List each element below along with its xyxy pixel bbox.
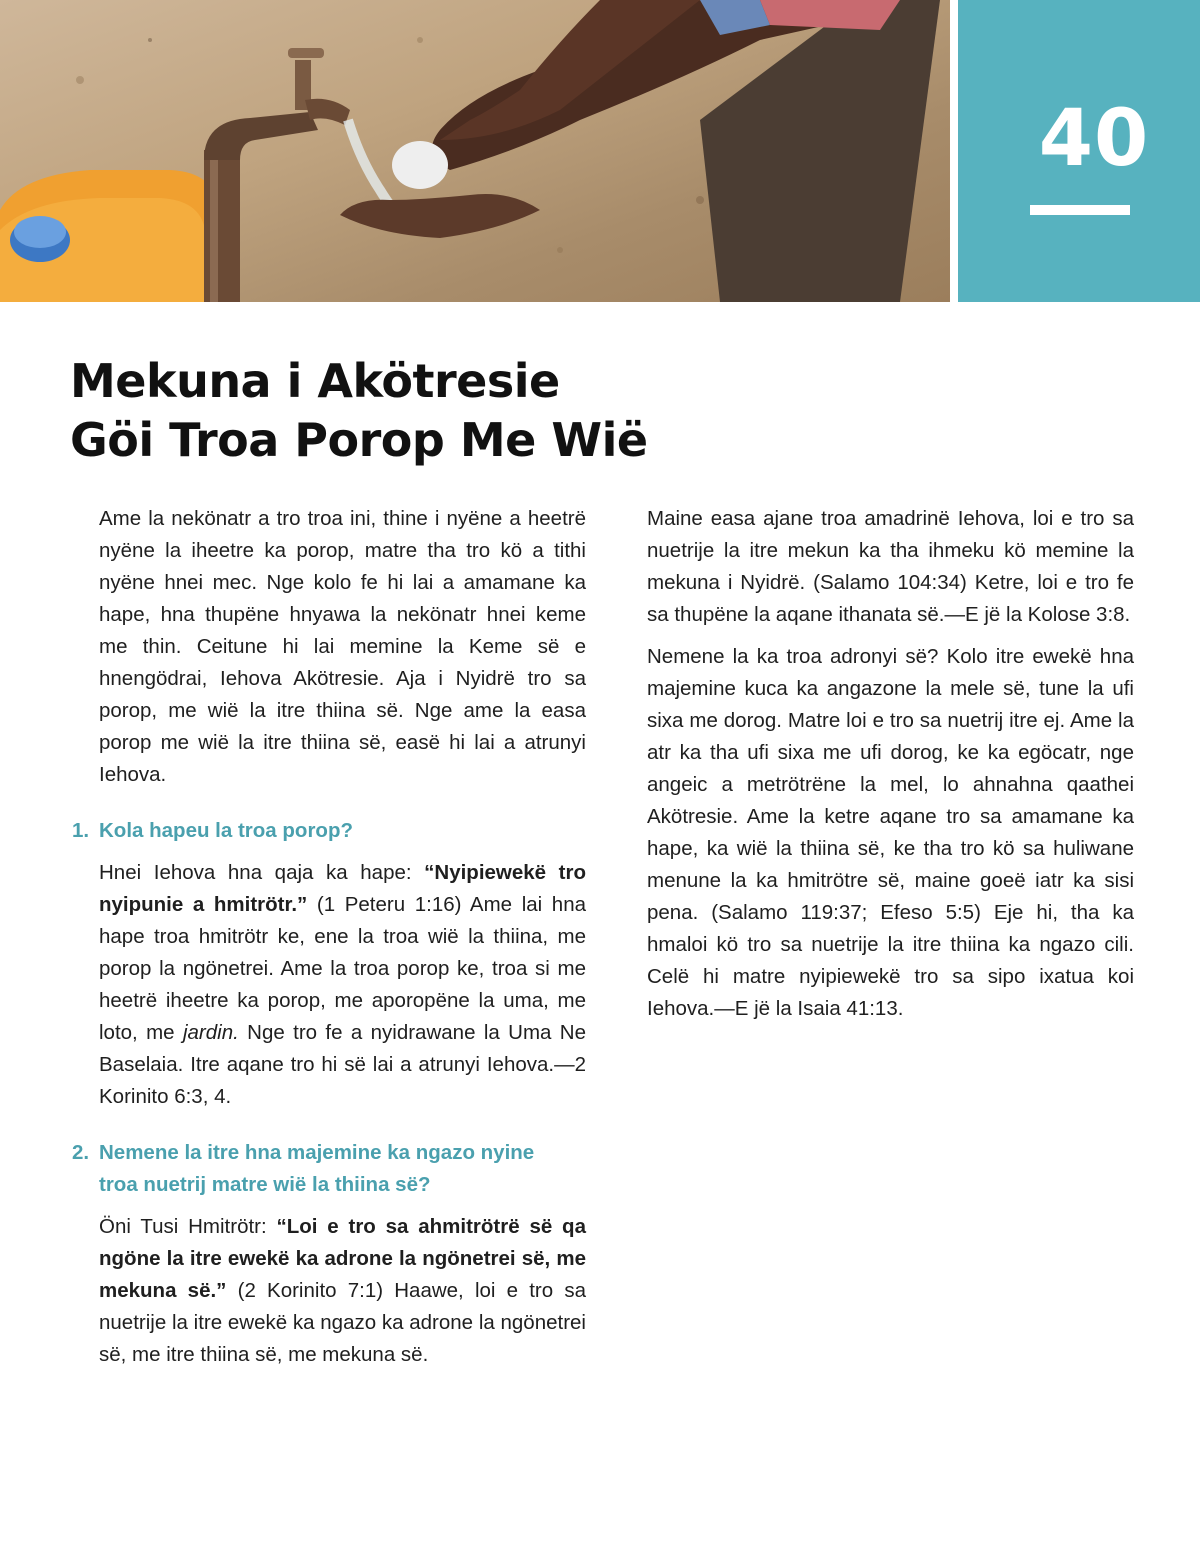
lesson-number-panel: [958, 0, 1200, 302]
answer-1-mid: (1 Peteru 1:16) Ame lai hna hape troa hmitrötr ke, ene la troa wië la thiina, me porop la ngönetrei. Ame la troa porop ke, troa si me heetrë iheetre ka porop, me aporopëne la uma, me loto, me: [99, 893, 587, 1044]
page-title: [70, 352, 770, 470]
left-column: [72, 503, 587, 1381]
answer-1-paragraph: [99, 857, 586, 1113]
answer-2-paragraph: [99, 1211, 586, 1371]
lesson-number: 40: [1038, 94, 1150, 184]
answer-1-end: Nge tro fe a nyidrawane la Uma Ne Baselaia. Itre aqane tro hi së lai a atrunyi Iehova.—2 Korinito 6:3, 4.: [99, 1021, 586, 1108]
right-column: [647, 503, 1134, 1035]
question-1-text: Kola hapeu la troa porop?: [99, 819, 353, 842]
question-2: [72, 1137, 586, 1201]
intro-paragraph: Ame la nekönatr a tro troa ini, thine i nyëne a heetrë nyëne la iheetre ka porop, matre tha tro kö a tithi nyëne hnei mec. Nge kolo fe hi lai a amamane ka hape, hna thupëne hnyawa la nekönatr hnei keme me thin. Ceitune hi lai memine la Keme së e hnengödrai, Iehova Akötresie. Aja i Nyidrë tro sa porop, me wië la itre thiina së. Nge ame la easa porop me wië la itre thiina së, easë hi lai a atrunyi Iehova.: [99, 507, 586, 786]
handwashing-photo: [0, 0, 950, 302]
question-2-line-1: Nemene la itre hna majemine ka ngazo nyine: [99, 1141, 535, 1164]
header-photo: [0, 0, 950, 302]
question-1-number: 1.: [72, 819, 90, 842]
lesson-number-underline: [1030, 205, 1130, 215]
right-paragraph-1: Maine easa ajane troa amadrinë Iehova, loi e tro sa nuetrije la itre mekun ka tha ihmeku kö memine la mekuna i Nyidrë. (Salamo 104:34) Ketre, loi e tro fe sa thupëne la aqane ithanata së.—E jë la Kolose 3:8.: [647, 507, 1134, 626]
answer-1-quote: “Nyipiewekë tro nyipunie a hmitrötr.”: [99, 861, 586, 916]
right-paragraph-2: Nemene la ka troa adronyi së? Kolo itre ewekë hna majemine kuca ka angazone la mele së, tune la ufi sixa me dorog. Matre loi e tro sa nuetrij itre ej. Ame la atr ka tha ufi sixa me ufi dorog, ke ka egöcatr, nge angeic a metrötrëne la mel, lo ahnahna qaathei Akötresie. Ame la ketre aqane tro sa amamane ka hape, ka wië la thiina së, ke tha tro kö sa huliwane menune la ka hmitrötre së, maine goeë iatr ka sisi pena. (Salamo 119:37; Efeso 5:5) Eje hi, tha ka hmaloi kö tro sa nuetrije la itre thiina ka ngazo cili. Celë hi matre nyipiewekë tro sa sipo ixatua koi Iehova.—E jë la Isaia 41:13.: [647, 645, 1134, 1020]
answer-2-start: Öni Tusi Hmitrötr:: [99, 1215, 277, 1238]
question-2-line-2: troa nuetrij matre wië la thiina së?: [99, 1173, 431, 1196]
title-line-1: Mekuna i Akötresie: [70, 354, 560, 408]
answer-1-start: Hnei Iehova hna qaja ka hape:: [99, 861, 425, 884]
answer-1-italic: jardin.: [182, 1021, 239, 1044]
answer-2-end: (2 Korinito 7:1) Haawe, loi e tro sa nuetrije la itre ewekë ka ngazo ka adrone la ngönetrei së, me itre thiina së, me mekuna së.: [99, 1279, 586, 1366]
title-line-2: Göi Troa Porop Me Wië: [70, 413, 648, 467]
answer-2-quote: “Loi e tro sa ahmitrötrë së qa ngöne la itre ewekë ka adrone la ngönetrei së, me mekuna së.”: [99, 1215, 586, 1302]
question-2-number: 2.: [72, 1141, 90, 1164]
question-1: [72, 815, 586, 847]
